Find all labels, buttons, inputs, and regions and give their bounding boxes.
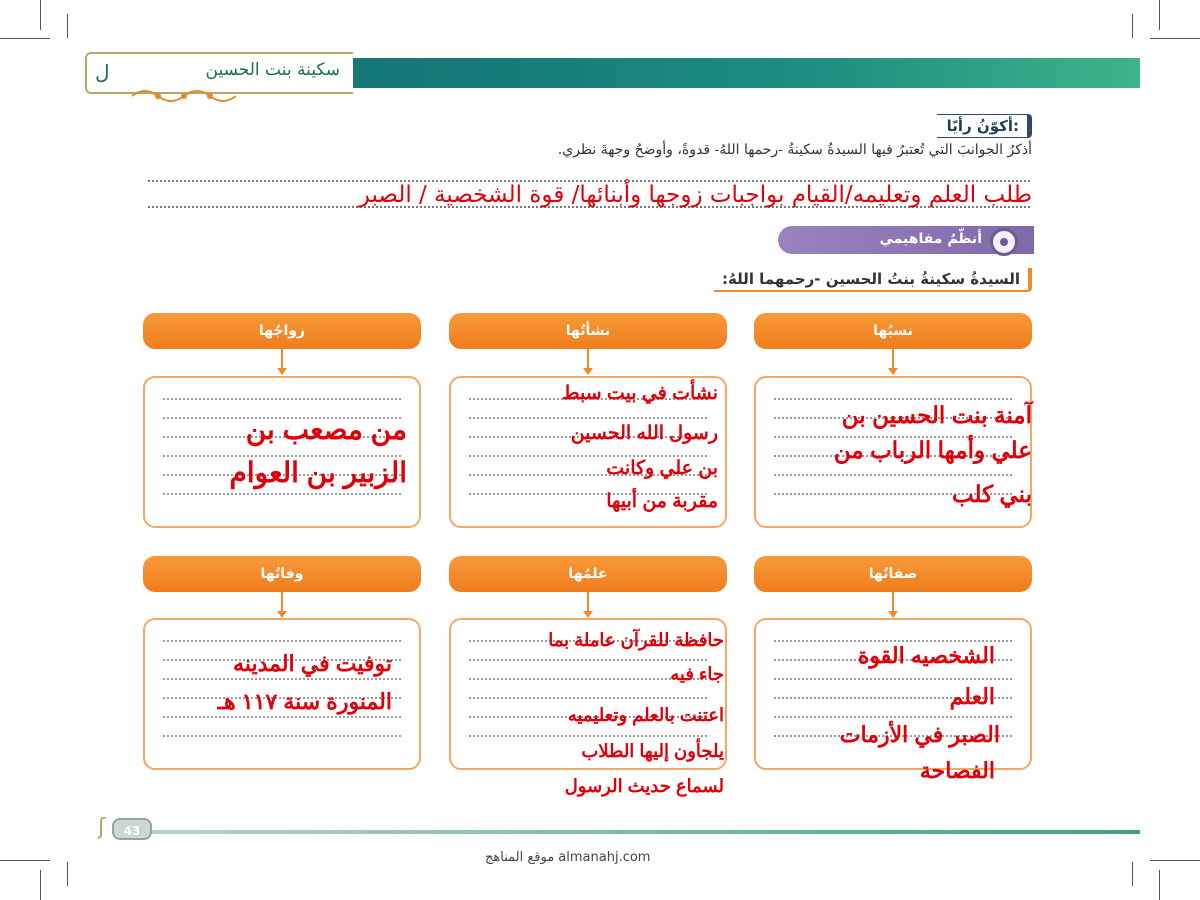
crop-mark <box>0 38 50 39</box>
crop-mark <box>40 870 41 900</box>
marriage-line: من مصعب بن <box>245 414 407 445</box>
opinion-section-label: أكوّنُ رأيًا: <box>937 114 1032 138</box>
footer-ornament-icon: ʃ <box>98 815 106 840</box>
marriage-box <box>143 376 421 528</box>
connector-line <box>892 349 894 369</box>
crop-mark <box>1150 860 1200 861</box>
connector-line <box>587 349 589 369</box>
arrow-down-icon <box>583 611 593 618</box>
death-line: توفيت في المدينه <box>233 651 392 676</box>
arrow-down-icon <box>888 368 898 375</box>
site-watermark: موقع المناهج almanahj.com <box>485 850 651 865</box>
arrow-down-icon <box>277 368 287 375</box>
knowledge-header: علمُها <box>449 556 727 592</box>
arrow-down-icon <box>277 611 287 618</box>
traits-line: العلم <box>949 684 995 709</box>
gear-icon <box>990 228 1018 256</box>
arrow-down-icon <box>888 611 898 618</box>
connector-line <box>892 592 894 612</box>
crop-mark <box>1132 862 1133 886</box>
knowledge-line: اعتنت بالعلم وتعليميه <box>567 705 724 725</box>
crop-mark <box>1132 14 1133 38</box>
death-header: وفاتُها <box>143 556 421 592</box>
page-number: 43 <box>112 818 152 840</box>
traits-header: صفاتُها <box>754 556 1032 592</box>
crop-mark <box>67 862 68 886</box>
crop-mark <box>0 860 50 861</box>
footer-line <box>150 830 1140 834</box>
lineage-header: نسبُها <box>754 313 1032 349</box>
swirl-ornament-icon: ل <box>95 60 110 84</box>
connector-line <box>587 592 589 612</box>
traits-line: الصبر في الأزمات <box>839 722 1000 747</box>
upbringing-line: رسول الله الحسين <box>570 423 718 444</box>
crop-mark <box>67 14 68 38</box>
traits-line: الشخصيه القوة <box>857 643 995 668</box>
upbringing-line: بن علي وكانت <box>606 458 718 479</box>
marriage-line: الزبير بن العوام <box>229 457 407 488</box>
knowledge-line: لسماع حديث الرسول <box>564 776 724 796</box>
lineage-line: علي وأمها الرباب من <box>833 437 1032 463</box>
lineage-line: بني كلب <box>951 481 1032 507</box>
crop-mark <box>1150 38 1200 39</box>
upbringing-line: مقربة من أبيها <box>606 491 718 512</box>
organize-concepts-label: أنظّمُ مفاهيمي <box>778 226 1034 254</box>
connector-line <box>281 349 283 369</box>
lineage-line: آمنة بنت الحسين بن <box>841 402 1032 428</box>
knowledge-line: حافظة للقرآن عاملة بما <box>548 630 724 650</box>
traits-line: الفصاحة <box>919 758 995 783</box>
floral-ornament-icon <box>130 84 250 104</box>
marriage-header: زواجُها <box>143 313 421 349</box>
opinion-answer: طلب العلم وتعليمه/القيام بواجبات زوجها وأبنائها/ قوة الشخصية / الصبر <box>358 182 1032 208</box>
connector-line <box>281 592 283 612</box>
death-line: المنورة سنة ١١٧ هـ <box>217 689 392 714</box>
upbringing-line: نشأت في بيت سبط <box>561 383 718 404</box>
header-title: سكينة بنت الحسين <box>205 60 340 80</box>
knowledge-line: يلجأون إليها الطلاب <box>581 741 724 761</box>
knowledge-line: جاء فيه <box>670 664 724 684</box>
concepts-subtitle: السيدةُ سكينةُ بنتُ الحسين -رحمهما اللهُ: <box>714 268 1032 292</box>
upbringing-header: نشأتُها <box>449 313 727 349</box>
opinion-question: أذكرُ الجوانبَ التي تُعتبرُ فيها السيدةُ سكينةُ -رحمها اللهُ- قدوةً، وأوضحُ وجهةَ نظري. <box>557 142 1032 158</box>
crop-mark <box>1159 0 1160 30</box>
crop-mark <box>40 0 41 30</box>
arrow-down-icon <box>583 368 593 375</box>
crop-mark <box>1159 870 1160 900</box>
